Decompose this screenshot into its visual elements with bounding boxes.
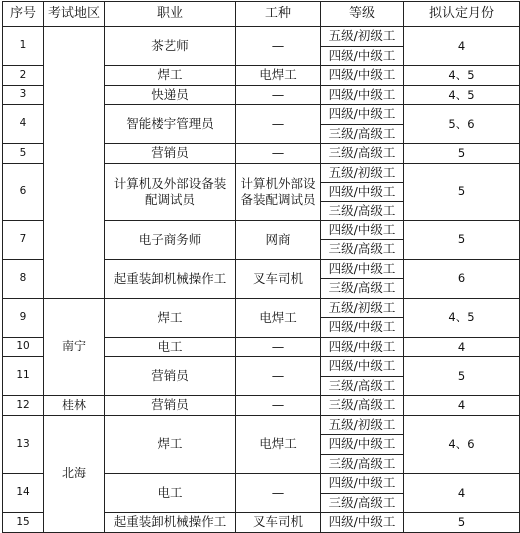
occupation-cell: 营销员: [105, 396, 236, 416]
table-row: [3, 27, 520, 47]
job-type-cell: 电焊工: [236, 298, 321, 337]
level-cell: 四级/中级工: [321, 259, 404, 279]
job-type-cell: 叉车司机: [236, 513, 321, 533]
job-type-cell: 电焊工: [236, 66, 321, 86]
row-number-cell: 11: [3, 357, 44, 396]
row-number-cell: 3: [3, 85, 44, 105]
level-cell: 三级/高级工: [321, 376, 404, 396]
region-cell: 桂林: [44, 396, 105, 416]
region-cell: [44, 27, 105, 299]
job-type-cell: —: [236, 337, 321, 357]
level-cell: 五级/初级工: [321, 415, 404, 435]
level-cell: 三级/高级工: [321, 201, 404, 220]
occupation-cell: 电工: [105, 474, 236, 513]
occupation-cell: 营销员: [105, 357, 236, 396]
row-number-cell: 14: [3, 474, 44, 513]
row-number-cell: 10: [3, 337, 44, 357]
certification-schedule-table: [2, 1, 520, 533]
month-cell: 5: [404, 513, 520, 533]
job-type-cell: 叉车司机: [236, 259, 321, 298]
level-cell: 三级/高级工: [321, 454, 404, 474]
table-body: [3, 27, 520, 533]
level-cell: 四级/中级工: [321, 513, 404, 533]
row-number-cell: 7: [3, 220, 44, 259]
occupation-cell: 焊工: [105, 298, 236, 337]
level-cell: 五级/初级工: [321, 27, 404, 47]
level-cell: 三级/高级工: [321, 144, 404, 164]
occupation-cell: 营销员: [105, 144, 236, 164]
level-cell: 四级/中级工: [321, 66, 404, 86]
month-cell: 4: [404, 474, 520, 513]
row-number-cell: 8: [3, 259, 44, 298]
month-cell: 4: [404, 396, 520, 416]
month-cell: 5、6: [404, 105, 520, 144]
row-number-cell: 15: [3, 513, 44, 533]
level-cell: 四级/中级工: [321, 357, 404, 377]
level-cell: 四级/中级工: [321, 474, 404, 494]
month-cell: 5: [404, 357, 520, 396]
row-number-cell: 13: [3, 415, 44, 474]
job-type-cell: —: [236, 396, 321, 416]
month-cell: 5: [404, 144, 520, 164]
level-cell: 四级/中级工: [321, 105, 404, 125]
row-number-cell: 1: [3, 27, 44, 66]
month-cell: 5: [404, 163, 520, 220]
occupation-cell: 茶艺师: [105, 27, 236, 66]
level-cell: 四级/中级工: [321, 435, 404, 455]
header-cell: 等级: [321, 2, 404, 27]
occupation-cell: 焊工: [105, 66, 236, 86]
table-row: [3, 415, 520, 435]
header-cell: 职业: [105, 2, 236, 27]
job-type-cell: —: [236, 474, 321, 513]
occupation-cell: 智能楼宇管理员: [105, 105, 236, 144]
level-cell: 五级/初级工: [321, 163, 404, 182]
header-cell: 考试地区: [44, 2, 105, 27]
level-cell: 四级/中级工: [321, 220, 404, 240]
level-cell: 五级/初级工: [321, 298, 404, 318]
month-cell: 4: [404, 27, 520, 66]
level-cell: 三级/高级工: [321, 396, 404, 416]
job-type-cell: —: [236, 85, 321, 105]
occupation-cell: 电子商务师: [105, 220, 236, 259]
month-cell: 4: [404, 337, 520, 357]
header-cell: 拟认定月份: [404, 2, 520, 27]
occupation-cell: 计算机及外部设备装配调试员: [105, 163, 236, 220]
occupation-cell: 起重装卸机械操作工: [105, 513, 236, 533]
occupation-cell: 快递员: [105, 85, 236, 105]
month-cell: 4、5: [404, 85, 520, 105]
row-number-cell: 9: [3, 298, 44, 337]
header-cell: 序号: [3, 2, 44, 27]
level-cell: 三级/高级工: [321, 124, 404, 144]
level-cell: 三级/高级工: [321, 240, 404, 260]
job-type-cell: —: [236, 27, 321, 66]
level-cell: 四级/中级工: [321, 46, 404, 66]
level-cell: 四级/中级工: [321, 182, 404, 201]
occupation-cell: 焊工: [105, 415, 236, 474]
occupation-cell: 电工: [105, 337, 236, 357]
region-cell: 北海: [44, 415, 105, 532]
table-row: [3, 298, 520, 318]
occupation-cell: 起重装卸机械操作工: [105, 259, 236, 298]
job-type-cell: 计算机外部设备装配调试员: [236, 163, 321, 220]
month-cell: 4、5: [404, 298, 520, 337]
row-number-cell: 12: [3, 396, 44, 416]
region-cell: 南宁: [44, 298, 105, 396]
header-row: [3, 2, 520, 27]
job-type-cell: —: [236, 357, 321, 396]
row-number-cell: 6: [3, 163, 44, 220]
job-type-cell: —: [236, 105, 321, 144]
row-number-cell: 4: [3, 105, 44, 144]
level-cell: 三级/高级工: [321, 493, 404, 513]
month-cell: 4、5: [404, 66, 520, 86]
row-number-cell: 2: [3, 66, 44, 86]
job-type-cell: —: [236, 144, 321, 164]
month-cell: 5: [404, 220, 520, 259]
level-cell: 四级/中级工: [321, 318, 404, 338]
row-number-cell: 5: [3, 144, 44, 164]
header-cell: 工种: [236, 2, 321, 27]
month-cell: 4、6: [404, 415, 520, 474]
job-type-cell: 网商: [236, 220, 321, 259]
month-cell: 6: [404, 259, 520, 298]
table-row: [3, 396, 520, 416]
level-cell: 四级/中级工: [321, 85, 404, 105]
job-type-cell: 电焊工: [236, 415, 321, 474]
level-cell: 三级/高级工: [321, 279, 404, 299]
level-cell: 四级/中级工: [321, 337, 404, 357]
